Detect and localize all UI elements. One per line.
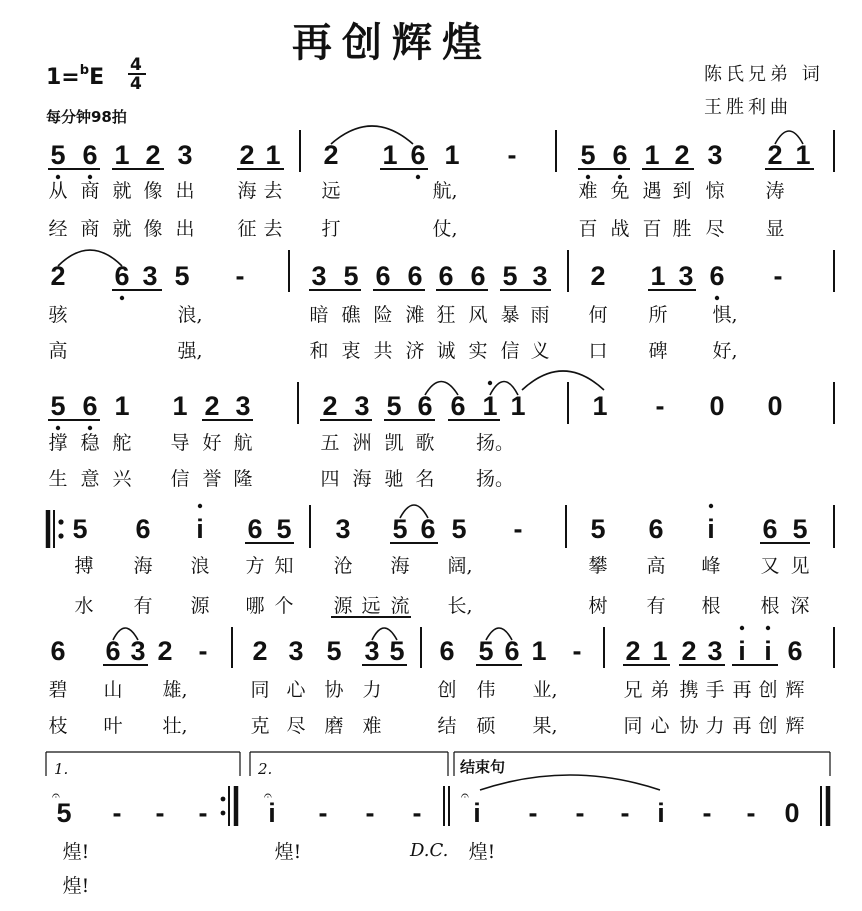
note: 6 (114, 261, 130, 291)
note: 3 (364, 636, 380, 666)
lyric-syllable: 力 (362, 679, 382, 701)
note: 5 (451, 514, 467, 544)
note: 5 (590, 514, 606, 544)
lyric-syllable: 到 (672, 180, 692, 202)
lyric-syllable: 经 (48, 218, 68, 240)
system-4 (48, 504, 834, 617)
lyric-syllable: 个 (274, 595, 294, 617)
lyric-syllable: 手 (705, 679, 725, 701)
note: 6 (612, 140, 628, 170)
note: i (473, 798, 481, 828)
lyric-syllable: 所 (648, 304, 668, 326)
lyric-syllable: 山 (103, 679, 123, 701)
note: 6 (470, 261, 486, 291)
lyric-syllable: 沧 (333, 555, 353, 577)
note: - (746, 798, 756, 828)
notes-row-3 (50, 391, 782, 421)
lyric-syllable: 就 (112, 218, 132, 240)
lyric-syllable: 源 (190, 595, 210, 617)
lyric-syllable: 浪, (177, 304, 203, 326)
lyric-syllable: 硕 (476, 715, 496, 737)
lyric-syllable: 信 (170, 468, 190, 490)
note: 2 (145, 140, 161, 170)
lyric-syllable: 驰 (384, 468, 404, 490)
note: 2 (625, 636, 641, 666)
lyric-syllable: 创 (758, 715, 778, 737)
note: 3 (142, 261, 158, 291)
fermata-icon: 𝄐 (52, 788, 60, 804)
lyric-syllable: 碧 (48, 679, 68, 701)
lyric-syllable: 根 (760, 595, 780, 617)
lyric-syllable: 诚 (436, 340, 456, 362)
octave-dots (740, 626, 770, 630)
lyric-syllable: 见 (790, 555, 810, 577)
tie (480, 775, 660, 790)
lyric-syllable: 何 (588, 304, 608, 326)
lyric-syllable: 航 (233, 432, 253, 454)
lyric-syllable: 百 (578, 218, 598, 240)
time-signature-top: 4 (130, 55, 142, 75)
note: i (738, 636, 746, 666)
lyric-syllable: 出 (175, 180, 195, 202)
note: 3 (311, 261, 327, 291)
lyric-syllable: 衷 (341, 340, 361, 362)
lyrics-verse-2 (48, 218, 784, 240)
lyric-syllable: 惊 (705, 180, 725, 202)
note: 3 (707, 636, 723, 666)
lyric-syllable: 暗 (309, 304, 329, 326)
lyric-syllable: 辉 (785, 715, 805, 737)
lyric-syllable: 就 (112, 180, 132, 202)
note: 2 (252, 636, 268, 666)
note: 6 (135, 514, 151, 544)
lyric-syllable: 辉 (785, 679, 805, 701)
system-1 (48, 126, 834, 240)
lyric-syllable: 仗, (432, 218, 458, 240)
lyric-syllable: 滩 (405, 304, 425, 326)
note: 3 (678, 261, 694, 291)
note: 5 (174, 261, 190, 291)
lyric-syllable: 搏 (74, 555, 94, 577)
lyric-syllable: 像 (143, 218, 163, 240)
note: - (318, 798, 328, 828)
system-5 (48, 626, 834, 737)
notes-row-6 (56, 798, 799, 828)
lyric-syllable: 尽 (286, 715, 306, 737)
note: 5 (276, 514, 292, 544)
song-title: 再创辉煌 (292, 20, 492, 66)
note: 2 (681, 636, 697, 666)
note: 1 (644, 140, 660, 170)
system-3 (48, 371, 834, 490)
lyric-syllable: 伟 (476, 679, 496, 701)
lyric-syllable: 和 (309, 340, 329, 362)
note: - (702, 798, 712, 828)
lyric-syllable: 显 (765, 218, 785, 240)
lyrics-verse-1 (48, 679, 804, 701)
lyric-syllable: 扬。 (475, 468, 515, 490)
note: 2 (204, 391, 220, 421)
note: 6 (407, 261, 423, 291)
lyric-syllable: 叶 (103, 715, 123, 737)
lyric-syllable: 再 (732, 715, 752, 737)
lyric-syllable: 煌! (62, 841, 90, 863)
note: 1 (114, 140, 130, 170)
lyric-syllable: 峰 (701, 555, 721, 577)
lyrics-verse-1 (48, 180, 784, 202)
lyric-syllable: 去 (263, 180, 283, 202)
system-6 (46, 752, 830, 897)
lyric-syllable: 胜 (672, 218, 692, 240)
note: 6 (648, 514, 664, 544)
note: 5 (389, 636, 405, 666)
note: - (513, 514, 523, 544)
lyric-syllable: 雄, (162, 679, 188, 701)
lyric-syllable: 远 (321, 180, 341, 202)
note: 2 (590, 261, 606, 291)
lyric-syllable: 创 (437, 679, 457, 701)
lyric-syllable: 深 (790, 595, 810, 617)
note: - (412, 798, 422, 828)
note: 5 (386, 391, 402, 421)
note: i (707, 514, 715, 544)
lyric-syllable: 遇 (642, 180, 662, 202)
lyric-syllable: 航, (432, 180, 458, 202)
note: i (764, 636, 772, 666)
note: - (575, 798, 585, 828)
lyric-syllable: 同 (250, 679, 270, 701)
lyric-syllable: 壮, (162, 715, 188, 737)
lyric-syllable: 长, (447, 595, 473, 617)
note: - (655, 391, 665, 421)
note: 6 (787, 636, 803, 666)
lyric-syllable: 像 (143, 180, 163, 202)
lyric-syllable: 协 (324, 679, 344, 701)
lyric-syllable: 免 (610, 180, 630, 202)
lyrics-verse-1 (74, 555, 809, 577)
note: 2 (50, 261, 66, 291)
lyric-syllable: 同 (623, 715, 643, 737)
lyrics-verse-2 (48, 468, 514, 490)
key-signature: 1=$^b$E (46, 63, 105, 90)
lyric-syllable: 兄 (623, 679, 643, 701)
lyric-syllable: 誉 (202, 468, 222, 490)
note: 1 (510, 391, 526, 421)
lyric-syllable: 海 (390, 555, 410, 577)
lyricist-credit: 陈氏兄弟 词 (704, 64, 824, 85)
note: 6 (450, 391, 466, 421)
time-signature-bottom: 4 (130, 74, 142, 94)
lyric-syllable: 煌! (274, 841, 302, 863)
lyric-syllable: 商 (80, 180, 100, 202)
note: 3 (130, 636, 146, 666)
lyric-syllable: 信 (500, 340, 520, 362)
lyric-syllable: 狂 (436, 304, 456, 326)
note: 5 (343, 261, 359, 291)
note: 3 (532, 261, 548, 291)
fermata-icon: 𝄐 (461, 788, 469, 804)
slur (58, 250, 122, 266)
lyric-syllable: 骇 (48, 304, 68, 326)
lyric-syllable: 力 (705, 715, 725, 737)
lyric-syllable: 浪 (190, 555, 210, 577)
lyric-syllable: 兴 (112, 468, 132, 490)
note: 5 (580, 140, 596, 170)
notes-row-2 (50, 261, 782, 291)
lyric-syllable: 心 (650, 715, 670, 737)
lyric-syllable: 雨 (530, 304, 550, 326)
note: 6 (50, 636, 66, 666)
note: 5 (478, 636, 494, 666)
lyric-syllable: 涛 (765, 180, 785, 202)
note: - (198, 636, 208, 666)
note: i (657, 798, 665, 828)
lyric-syllable: 惧, (712, 304, 738, 326)
tempo-marking: 每分钟98拍 (46, 108, 127, 126)
note: - (198, 798, 208, 828)
lyric-syllable: 源 (333, 595, 353, 617)
lyric-syllable: 撑 (48, 432, 68, 454)
note: 1 (114, 391, 130, 421)
note: - (773, 261, 783, 291)
note: 1 (650, 261, 666, 291)
slur (522, 371, 604, 390)
system-2 (48, 250, 834, 362)
lyric-syllable: 根 (701, 595, 721, 617)
note: 6 (439, 636, 455, 666)
lyric-syllable: 克 (250, 715, 270, 737)
first-ending-label: 1. (54, 760, 69, 778)
note: i (268, 798, 276, 828)
lyric-syllable: 高 (48, 340, 68, 362)
lyric-syllable: 难 (362, 715, 382, 737)
lyric-syllable: 打 (321, 218, 341, 240)
lyric-syllable: 好, (712, 340, 738, 362)
note: - (620, 798, 630, 828)
lyric-syllable: 知 (274, 555, 294, 577)
note: 6 (709, 261, 725, 291)
note: 2 (157, 636, 173, 666)
lyric-syllable: 远 (361, 595, 381, 617)
coda-label: 结束句 (460, 758, 506, 776)
lyric-syllable: 树 (588, 595, 608, 617)
note: 1 (795, 140, 811, 170)
lyric-syllable: 实 (468, 340, 488, 362)
notes-row-5 (50, 636, 802, 666)
note: 6 (375, 261, 391, 291)
lyric-syllable: 暴 (500, 304, 520, 326)
lyric-syllable: 生 (48, 468, 68, 490)
lyric-syllable: 磨 (324, 715, 344, 737)
lyric-syllable: 难 (578, 180, 598, 202)
fermata-icon: 𝄐 (264, 788, 272, 804)
lyric-syllable: 导 (170, 432, 190, 454)
note: 2 (674, 140, 690, 170)
note: 3 (707, 140, 723, 170)
note: 6 (417, 391, 433, 421)
lyric-syllable: 有 (133, 595, 153, 617)
lyric-syllable: 济 (405, 340, 425, 362)
lyric-syllable: 有 (646, 595, 666, 617)
note: 5 (50, 391, 66, 421)
lyric-syllable: 尽 (705, 218, 725, 240)
note: 1 (382, 140, 398, 170)
da-capo-marking: D.C. (410, 840, 449, 861)
note: 2 (767, 140, 783, 170)
lyric-syllable: 口 (588, 340, 608, 362)
lyric-syllable: 海 (237, 180, 257, 202)
note: 6 (82, 140, 98, 170)
note: 1 (531, 636, 547, 666)
lyric-syllable: 创 (758, 679, 778, 701)
lyric-syllable: 煌! (468, 841, 496, 863)
lyric-syllable: 结 (437, 715, 457, 737)
lyric-syllable: 五 (320, 432, 340, 454)
note: 5 (792, 514, 808, 544)
lyric-syllable: 歌 (415, 432, 435, 454)
lyric-syllable: 阔, (447, 555, 473, 577)
lyric-syllable: 征 (237, 218, 257, 240)
notes-row-4 (72, 514, 807, 544)
lyric-syllable: 名 (415, 468, 435, 490)
lyric-syllable: 海 (352, 468, 372, 490)
lyric-syllable: 弟 (650, 679, 670, 701)
lyric-syllable: 风 (468, 304, 488, 326)
note: 3 (235, 391, 251, 421)
lyric-syllable: 高 (646, 555, 666, 577)
lyrics-verse-2 (48, 340, 737, 362)
lyric-syllable: 共 (373, 340, 393, 362)
note: 1 (172, 391, 188, 421)
lyric-syllable: 四 (320, 468, 340, 490)
note: 3 (177, 140, 193, 170)
lyric-syllable: 商 (80, 218, 100, 240)
note: 6 (247, 514, 263, 544)
note: - (235, 261, 245, 291)
lyric-syllable: 礁 (341, 304, 361, 326)
note: 2 (239, 140, 255, 170)
note: 5 (50, 140, 66, 170)
lyric-syllable: 出 (175, 218, 195, 240)
note: 3 (288, 636, 304, 666)
lyric-syllable: 百 (642, 218, 662, 240)
octave-dots (56, 175, 622, 179)
lyric-syllable: 水 (74, 595, 94, 617)
composer-credit: 王胜利曲 (704, 97, 792, 118)
note: 2 (322, 391, 338, 421)
lyric-syllable: 携 (679, 679, 699, 701)
note: - (507, 140, 517, 170)
slur (331, 126, 413, 144)
lyric-syllable: 再 (732, 679, 752, 701)
note: 3 (354, 391, 370, 421)
lyric-syllable: 业, (532, 679, 558, 701)
volta-brackets (46, 752, 830, 776)
note: 1 (444, 140, 460, 170)
note: 6 (762, 514, 778, 544)
note: 5 (392, 514, 408, 544)
lyric-syllable: 流 (390, 595, 410, 617)
notes-row-1 (50, 140, 810, 170)
note: 0 (767, 391, 783, 421)
lyrics-verse-2 (48, 715, 804, 737)
note: 5 (56, 798, 72, 828)
lyric-syllable: 稳 (80, 432, 100, 454)
lyric-syllable: 攀 (588, 555, 608, 577)
lyric-syllable: 又 (760, 555, 780, 577)
note: 1 (592, 391, 608, 421)
note: 6 (438, 261, 454, 291)
lyric-syllable: 哪 (245, 595, 265, 617)
note: - (572, 636, 582, 666)
lyric-syllable: 险 (373, 304, 393, 326)
note: - (528, 798, 538, 828)
lyric-syllable: 果, (532, 715, 558, 737)
note: - (155, 798, 165, 828)
note: 2 (323, 140, 339, 170)
lyric-syllable: 洲 (352, 432, 372, 454)
octave-dots (120, 296, 719, 300)
note: 6 (504, 636, 520, 666)
note: 5 (502, 261, 518, 291)
note: 3 (335, 514, 351, 544)
lyric-syllable: 心 (286, 679, 306, 701)
lyric-syllable: 方 (245, 555, 265, 577)
note: 1 (482, 391, 498, 421)
note: 6 (105, 636, 121, 666)
note: i (196, 514, 204, 544)
note: 6 (410, 140, 426, 170)
lyrics-verse-2 (74, 595, 809, 617)
lyric-syllable: 煌! (62, 875, 90, 897)
lyric-syllable: 义 (530, 340, 550, 362)
lyric-syllable: 舵 (112, 432, 132, 454)
note: - (112, 798, 122, 828)
note: - (365, 798, 375, 828)
lyric-syllable: 从 (48, 180, 68, 202)
note: 1 (652, 636, 668, 666)
lyric-syllable: 隆 (233, 468, 253, 490)
note: 0 (709, 391, 725, 421)
lyric-syllable: 凯 (384, 432, 404, 454)
lyric-syllable: 强, (177, 340, 203, 362)
lyrics-verse-1 (48, 432, 514, 454)
octave-dots (198, 504, 713, 508)
note: 1 (265, 140, 281, 170)
lyric-syllable: 枝 (48, 715, 68, 737)
lyric-syllable: 好 (202, 432, 222, 454)
note: 6 (420, 514, 436, 544)
lyric-syllable: 协 (679, 715, 699, 737)
note: 5 (326, 636, 342, 666)
note: 6 (82, 391, 98, 421)
lyric-syllable: 碑 (648, 340, 668, 362)
lyric-syllable: 意 (80, 468, 100, 490)
note: 0 (784, 798, 800, 828)
lyric-syllable: 战 (610, 218, 630, 240)
lyrics-verse-1 (48, 304, 737, 326)
note: 5 (72, 514, 88, 544)
lyric-syllable: 扬。 (475, 432, 515, 454)
second-ending-label: 2. (258, 760, 273, 778)
lyric-syllable: 海 (133, 555, 153, 577)
lyric-syllable: 去 (263, 218, 283, 240)
